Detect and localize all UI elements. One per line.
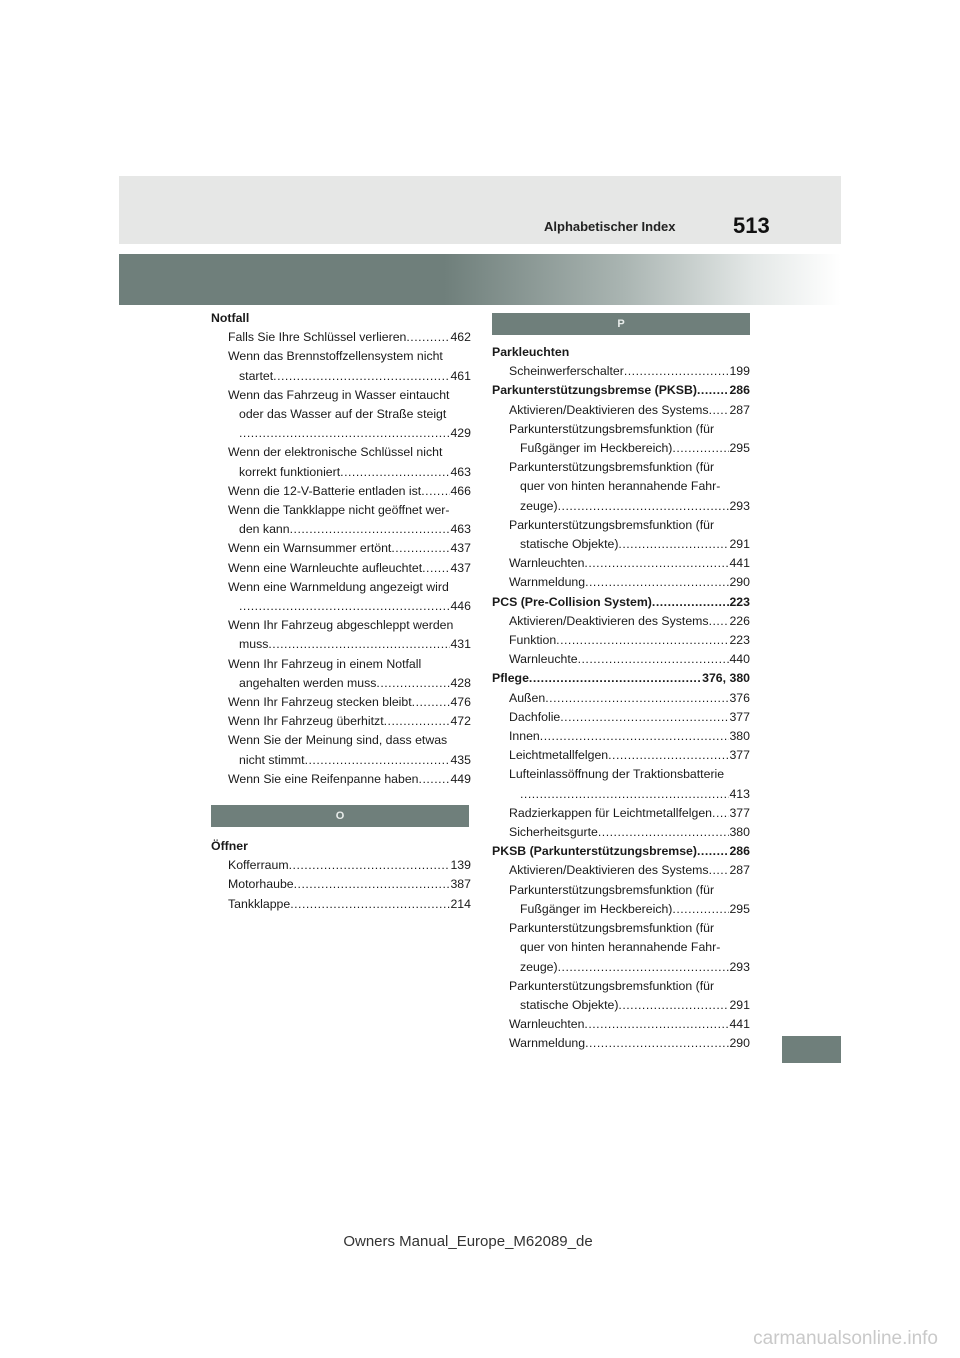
index-heading-pksb-abbrev: PKSB (Parkunterstützungsbremse) ..... 286 xyxy=(492,842,750,861)
index-column-right xyxy=(492,313,750,1054)
pflege-entries xyxy=(492,689,750,843)
index-entry xyxy=(492,612,750,631)
dot-leader xyxy=(406,328,450,347)
index-entry xyxy=(492,554,750,573)
index-entry-line xyxy=(492,497,750,516)
dot-leader xyxy=(672,439,729,458)
page-ref: 462 xyxy=(450,330,471,345)
index-entry-line xyxy=(211,693,471,712)
section-title: Alphabetischer Index xyxy=(544,219,676,234)
index-entry-line: Parkunterstützungsbremsfunktion (für xyxy=(509,460,715,475)
page-ref: 431 xyxy=(450,637,471,652)
entry-text: Wenn eine Warnleuchte aufleuchtet xyxy=(228,560,423,575)
index-entry-line: Lufteinlassöffnung der Traktionsbatterie xyxy=(509,767,725,782)
index-entry-line xyxy=(492,727,750,746)
dot-leader xyxy=(672,900,729,919)
page-ref: 440 xyxy=(729,652,750,667)
entry-text: Warnleuchte xyxy=(509,652,578,667)
index-entry-line: quer von hinten herannahende Fahr- xyxy=(520,479,721,494)
dot-leader xyxy=(421,482,450,501)
page-ref: 376 xyxy=(729,690,750,705)
dot-leader xyxy=(556,631,729,650)
dot-leader xyxy=(289,856,451,875)
page-ref: 291 xyxy=(729,997,750,1012)
index-entry-line xyxy=(211,770,471,789)
chapter-side-tab xyxy=(782,1036,841,1063)
dot-leader xyxy=(712,804,729,823)
index-entry xyxy=(211,895,471,914)
dot-leader xyxy=(305,751,451,770)
index-entry xyxy=(492,708,750,727)
entry-text: angehalten werden muss xyxy=(239,675,377,690)
dot-leader xyxy=(558,958,730,977)
dot-leader xyxy=(618,535,729,554)
index-entry xyxy=(211,655,471,693)
footer-manual-id: Owners Manual_Europe_M62089_de xyxy=(343,1233,593,1250)
entry-text: Warnleuchten xyxy=(509,1017,585,1032)
index-entry-line xyxy=(492,708,750,727)
page-ref: 429 xyxy=(450,426,471,441)
dot-leader xyxy=(560,708,729,727)
entry-text: zeuge) xyxy=(520,959,558,974)
page-ref: 463 xyxy=(450,522,471,537)
dot-leader xyxy=(268,635,450,654)
entry-text: Außen xyxy=(509,690,546,705)
index-entry xyxy=(211,443,471,481)
page-ref: 293 xyxy=(729,498,750,513)
entry-text: Aktivieren/Deaktivieren des Systems xyxy=(509,402,709,417)
entry-text: Falls Sie Ihre Schlüssel verlieren xyxy=(228,330,407,345)
dot-leader xyxy=(391,539,450,558)
page-ref: 287 xyxy=(729,402,750,417)
index-entry xyxy=(211,731,471,769)
index-column-left xyxy=(211,309,471,914)
index-heading-pksb: Parkunterstützungsbremse (PKSB) ..... 286 xyxy=(492,381,750,400)
parkleuchten-entries xyxy=(492,362,750,381)
index-entry-line: Wenn Ihr Fahrzeug in einem Notfall xyxy=(228,656,422,671)
page-ref: 441 xyxy=(729,556,750,571)
index-entry xyxy=(492,516,750,554)
dot-leader xyxy=(294,875,451,894)
index-entry-line xyxy=(211,328,471,347)
page-ref: 413 xyxy=(729,786,750,801)
entry-text: korrekt funktioniert xyxy=(239,464,341,479)
index-entry xyxy=(492,631,750,650)
dot-leader xyxy=(290,520,451,539)
entry-text: Leichtmetallfelgen xyxy=(509,748,609,763)
entry-text: den kann xyxy=(239,522,290,537)
dot-leader xyxy=(578,650,730,669)
index-entry-line xyxy=(492,996,750,1015)
dot-leader xyxy=(376,674,450,693)
index-entry-line: Parkunterstützungsbremsfunktion (für xyxy=(509,921,715,936)
page-ref: 380 xyxy=(729,825,750,840)
index-entry-line xyxy=(492,958,750,977)
dot-leader xyxy=(608,746,729,765)
index-entry xyxy=(492,727,750,746)
page-ref: 377 xyxy=(729,748,750,763)
entry-text: statische Objekte) xyxy=(520,537,619,552)
entry-text: Wenn die 12-V-Batterie entladen ist xyxy=(228,483,422,498)
index-entry-line: Parkunterstützungsbremsfunktion (für xyxy=(509,421,715,436)
index-entry-line xyxy=(211,520,471,539)
page-ref: 226 xyxy=(729,613,750,628)
index-entry-line: Wenn Sie der Meinung sind, dass etwas xyxy=(228,733,448,748)
page-ref: 287 xyxy=(729,863,750,878)
entry-text: Tankklappe xyxy=(228,896,291,911)
index-heading-parkleuchten: Parkleuchten xyxy=(492,345,570,359)
dot-leader xyxy=(520,785,729,804)
page-ref: 377 xyxy=(729,805,750,820)
entry-text: Fußgänger im Heckbereich) xyxy=(520,441,673,456)
index-entry-line xyxy=(211,367,471,386)
entry-text: Wenn Sie eine Reifenpanne haben xyxy=(228,771,419,786)
entry-text: Aktivieren/Deaktivieren des Systems xyxy=(509,613,709,628)
dot-leader xyxy=(624,362,730,381)
index-entry-line xyxy=(492,689,750,708)
page-ref: 139 xyxy=(450,858,471,873)
index-entry-line: Wenn der elektronische Schlüssel nicht xyxy=(228,445,443,460)
dot-leader xyxy=(709,861,730,880)
dot-leader xyxy=(558,497,730,516)
index-entry-line xyxy=(492,861,750,880)
dot-leader xyxy=(290,895,450,914)
index-entry-line xyxy=(211,751,471,770)
page-ref: 290 xyxy=(729,1036,750,1051)
page-ref: 291 xyxy=(729,537,750,552)
page-ref: 435 xyxy=(450,752,471,767)
index-entry xyxy=(492,746,750,765)
entry-text: nicht stimmt xyxy=(239,752,305,767)
dot-leader xyxy=(540,727,730,746)
index-entry xyxy=(492,458,750,516)
entry-text: Kofferraum xyxy=(228,858,289,873)
oeffner-entries xyxy=(211,856,471,914)
entry-text: Wenn Ihr Fahrzeug überhitzt xyxy=(228,714,384,729)
index-entry-line xyxy=(492,823,750,842)
index-entry xyxy=(492,977,750,1015)
index-entry-line xyxy=(211,539,471,558)
page-ref: 295 xyxy=(729,901,750,916)
page-ref: 295 xyxy=(729,441,750,456)
entry-text: Motorhaube xyxy=(228,877,294,892)
index-entry xyxy=(492,401,750,420)
notfall-entries xyxy=(211,328,471,789)
entry-text: Aktivieren/Deaktivieren des Systems xyxy=(509,863,709,878)
index-entry xyxy=(492,1015,750,1034)
index-entry xyxy=(492,919,750,977)
entry-text: Warnmeldung xyxy=(509,575,586,590)
index-entry-line: Wenn das Brennstoffzellensystem nicht xyxy=(228,349,443,364)
dot-leader xyxy=(598,823,730,842)
index-entry xyxy=(211,482,471,501)
pcs-entries xyxy=(492,612,750,670)
pksb-abbrev-entries xyxy=(492,861,750,1053)
index-entry xyxy=(492,765,750,803)
index-entry-line xyxy=(492,535,750,554)
index-entry-line xyxy=(492,746,750,765)
dot-leader xyxy=(618,996,729,1015)
entry-text: muss xyxy=(239,637,269,652)
index-entry xyxy=(211,328,471,347)
index-entry-line: Wenn eine Warnmeldung angezeigt wird xyxy=(228,579,449,594)
entry-text: startet xyxy=(239,368,274,383)
index-heading-pflege: Pflege ..... 376, 380 xyxy=(492,669,750,688)
index-entry xyxy=(211,693,471,712)
index-entry xyxy=(492,823,750,842)
index-entry xyxy=(211,501,471,539)
page-ref: 199 xyxy=(729,364,750,379)
page-ref: 428 xyxy=(450,675,471,690)
dot-leader xyxy=(584,554,729,573)
index-entry-line: Parkunterstützungsbremsfunktion (für xyxy=(509,882,715,897)
entry-text: Wenn ein Warnsummer ertönt xyxy=(228,541,392,556)
dot-leader xyxy=(412,693,451,712)
index-entry xyxy=(211,578,471,616)
index-entry-line: quer von hinten herannahende Fahr- xyxy=(520,940,721,955)
gradient-banner xyxy=(119,254,841,305)
index-entry-line xyxy=(492,804,750,823)
dot-leader xyxy=(709,612,730,631)
index-entry-line xyxy=(492,439,750,458)
dot-leader xyxy=(545,689,729,708)
page-ref: 223 xyxy=(729,633,750,648)
index-entry-line xyxy=(492,554,750,573)
index-heading-notfall: Notfall xyxy=(211,311,250,325)
dot-leader xyxy=(419,770,451,789)
index-entry xyxy=(492,420,750,458)
dot-leader xyxy=(422,559,450,578)
entry-text: Funktion xyxy=(509,633,557,648)
index-entry xyxy=(211,386,471,444)
index-entry-line xyxy=(211,635,471,654)
index-entry xyxy=(211,616,471,654)
page-ref: 466 xyxy=(450,483,471,498)
entry-text: Dachfolie xyxy=(509,709,561,724)
entry-text: Scheinwerferschalter xyxy=(509,364,624,379)
index-heading-oeffner: Öffner xyxy=(211,839,248,854)
index-entry xyxy=(211,559,471,578)
index-entry xyxy=(492,804,750,823)
entry-text: Radzierkappen für Leichtmetallfelgen xyxy=(509,805,713,820)
index-entry-line xyxy=(211,463,471,482)
letter-divider-p: P xyxy=(492,313,750,335)
index-entry xyxy=(211,856,471,875)
index-entry xyxy=(492,689,750,708)
page-ref: 449 xyxy=(450,771,471,786)
index-entry xyxy=(492,362,750,381)
index-entry xyxy=(211,875,471,894)
page-ref: 214 xyxy=(450,896,471,911)
entry-text: Fußgänger im Heckbereich) xyxy=(520,901,673,916)
page-number: 513 xyxy=(733,213,770,238)
entry-text: Wenn Ihr Fahrzeug stecken bleibt xyxy=(228,695,412,710)
dot-leader xyxy=(585,573,729,592)
watermark: carmanualsonline.info xyxy=(753,1328,938,1349)
dot-leader xyxy=(273,367,450,386)
index-entry-line: Wenn das Fahrzeug in Wasser eintaucht xyxy=(228,387,450,402)
index-entry-line xyxy=(211,597,471,616)
entry-text: Warnmeldung xyxy=(509,1036,586,1051)
index-entry xyxy=(492,861,750,880)
entry-text: statische Objekte) xyxy=(520,997,619,1012)
page-ref: 437 xyxy=(450,560,471,575)
index-entry-line xyxy=(211,482,471,501)
dot-leader xyxy=(239,424,450,443)
index-entry-line xyxy=(492,900,750,919)
dot-leader xyxy=(585,1034,729,1053)
index-entry-line xyxy=(492,1015,750,1034)
letter-divider-o: O xyxy=(211,805,469,827)
page-ref: 377 xyxy=(729,709,750,724)
page-ref: 446 xyxy=(450,599,471,614)
index-entry-line xyxy=(211,559,471,578)
page-ref: 441 xyxy=(729,1017,750,1032)
page-ref: 387 xyxy=(450,877,471,892)
index-entry-line xyxy=(211,712,471,731)
index-entry-line: Parkunterstützungsbremsfunktion (für xyxy=(509,978,715,993)
index-entry-line xyxy=(492,573,750,592)
page-ref: 293 xyxy=(729,959,750,974)
index-entry-line xyxy=(492,785,750,804)
index-entry xyxy=(211,712,471,731)
page-ref: 463 xyxy=(450,464,471,479)
page-ref: 437 xyxy=(450,541,471,556)
dot-leader xyxy=(340,463,450,482)
index-entry-line: Wenn die Tankklappe nicht geöffnet wer- xyxy=(228,503,450,518)
index-entry-line: oder das Wasser auf der Straße steigt xyxy=(239,407,447,422)
index-entry-line xyxy=(492,401,750,420)
index-entry xyxy=(492,1034,750,1053)
pksb-entries xyxy=(492,401,750,593)
entry-text: Warnleuchten xyxy=(509,556,585,571)
index-entry-line: Parkunterstützungsbremsfunktion (für xyxy=(509,517,715,532)
index-entry xyxy=(492,881,750,919)
dot-leader xyxy=(239,597,450,616)
entry-text: zeuge) xyxy=(520,498,558,513)
index-entry-line xyxy=(211,424,471,443)
index-entry-line xyxy=(211,674,471,693)
dot-leader xyxy=(384,712,451,731)
dot-leader xyxy=(709,401,730,420)
index-entry xyxy=(211,770,471,789)
dot-leader xyxy=(584,1015,729,1034)
index-entry xyxy=(211,347,471,385)
index-heading-pcs: PCS (Pre-Collision System) ..... 223 xyxy=(492,593,750,612)
index-entry-line xyxy=(492,1034,750,1053)
page-ref: 461 xyxy=(450,368,471,383)
page-ref: 380 xyxy=(729,729,750,744)
entry-text: Innen xyxy=(509,729,540,744)
page-ref: 476 xyxy=(450,695,471,710)
index-entry xyxy=(492,573,750,592)
entry-text: Sicherheitsgurte xyxy=(509,825,598,840)
page-ref: 290 xyxy=(729,575,750,590)
index-entry-line: Wenn Ihr Fahrzeug abgeschleppt werden xyxy=(228,618,454,633)
index-entry xyxy=(492,650,750,669)
page-ref: 472 xyxy=(450,714,471,729)
index-entry xyxy=(211,539,471,558)
